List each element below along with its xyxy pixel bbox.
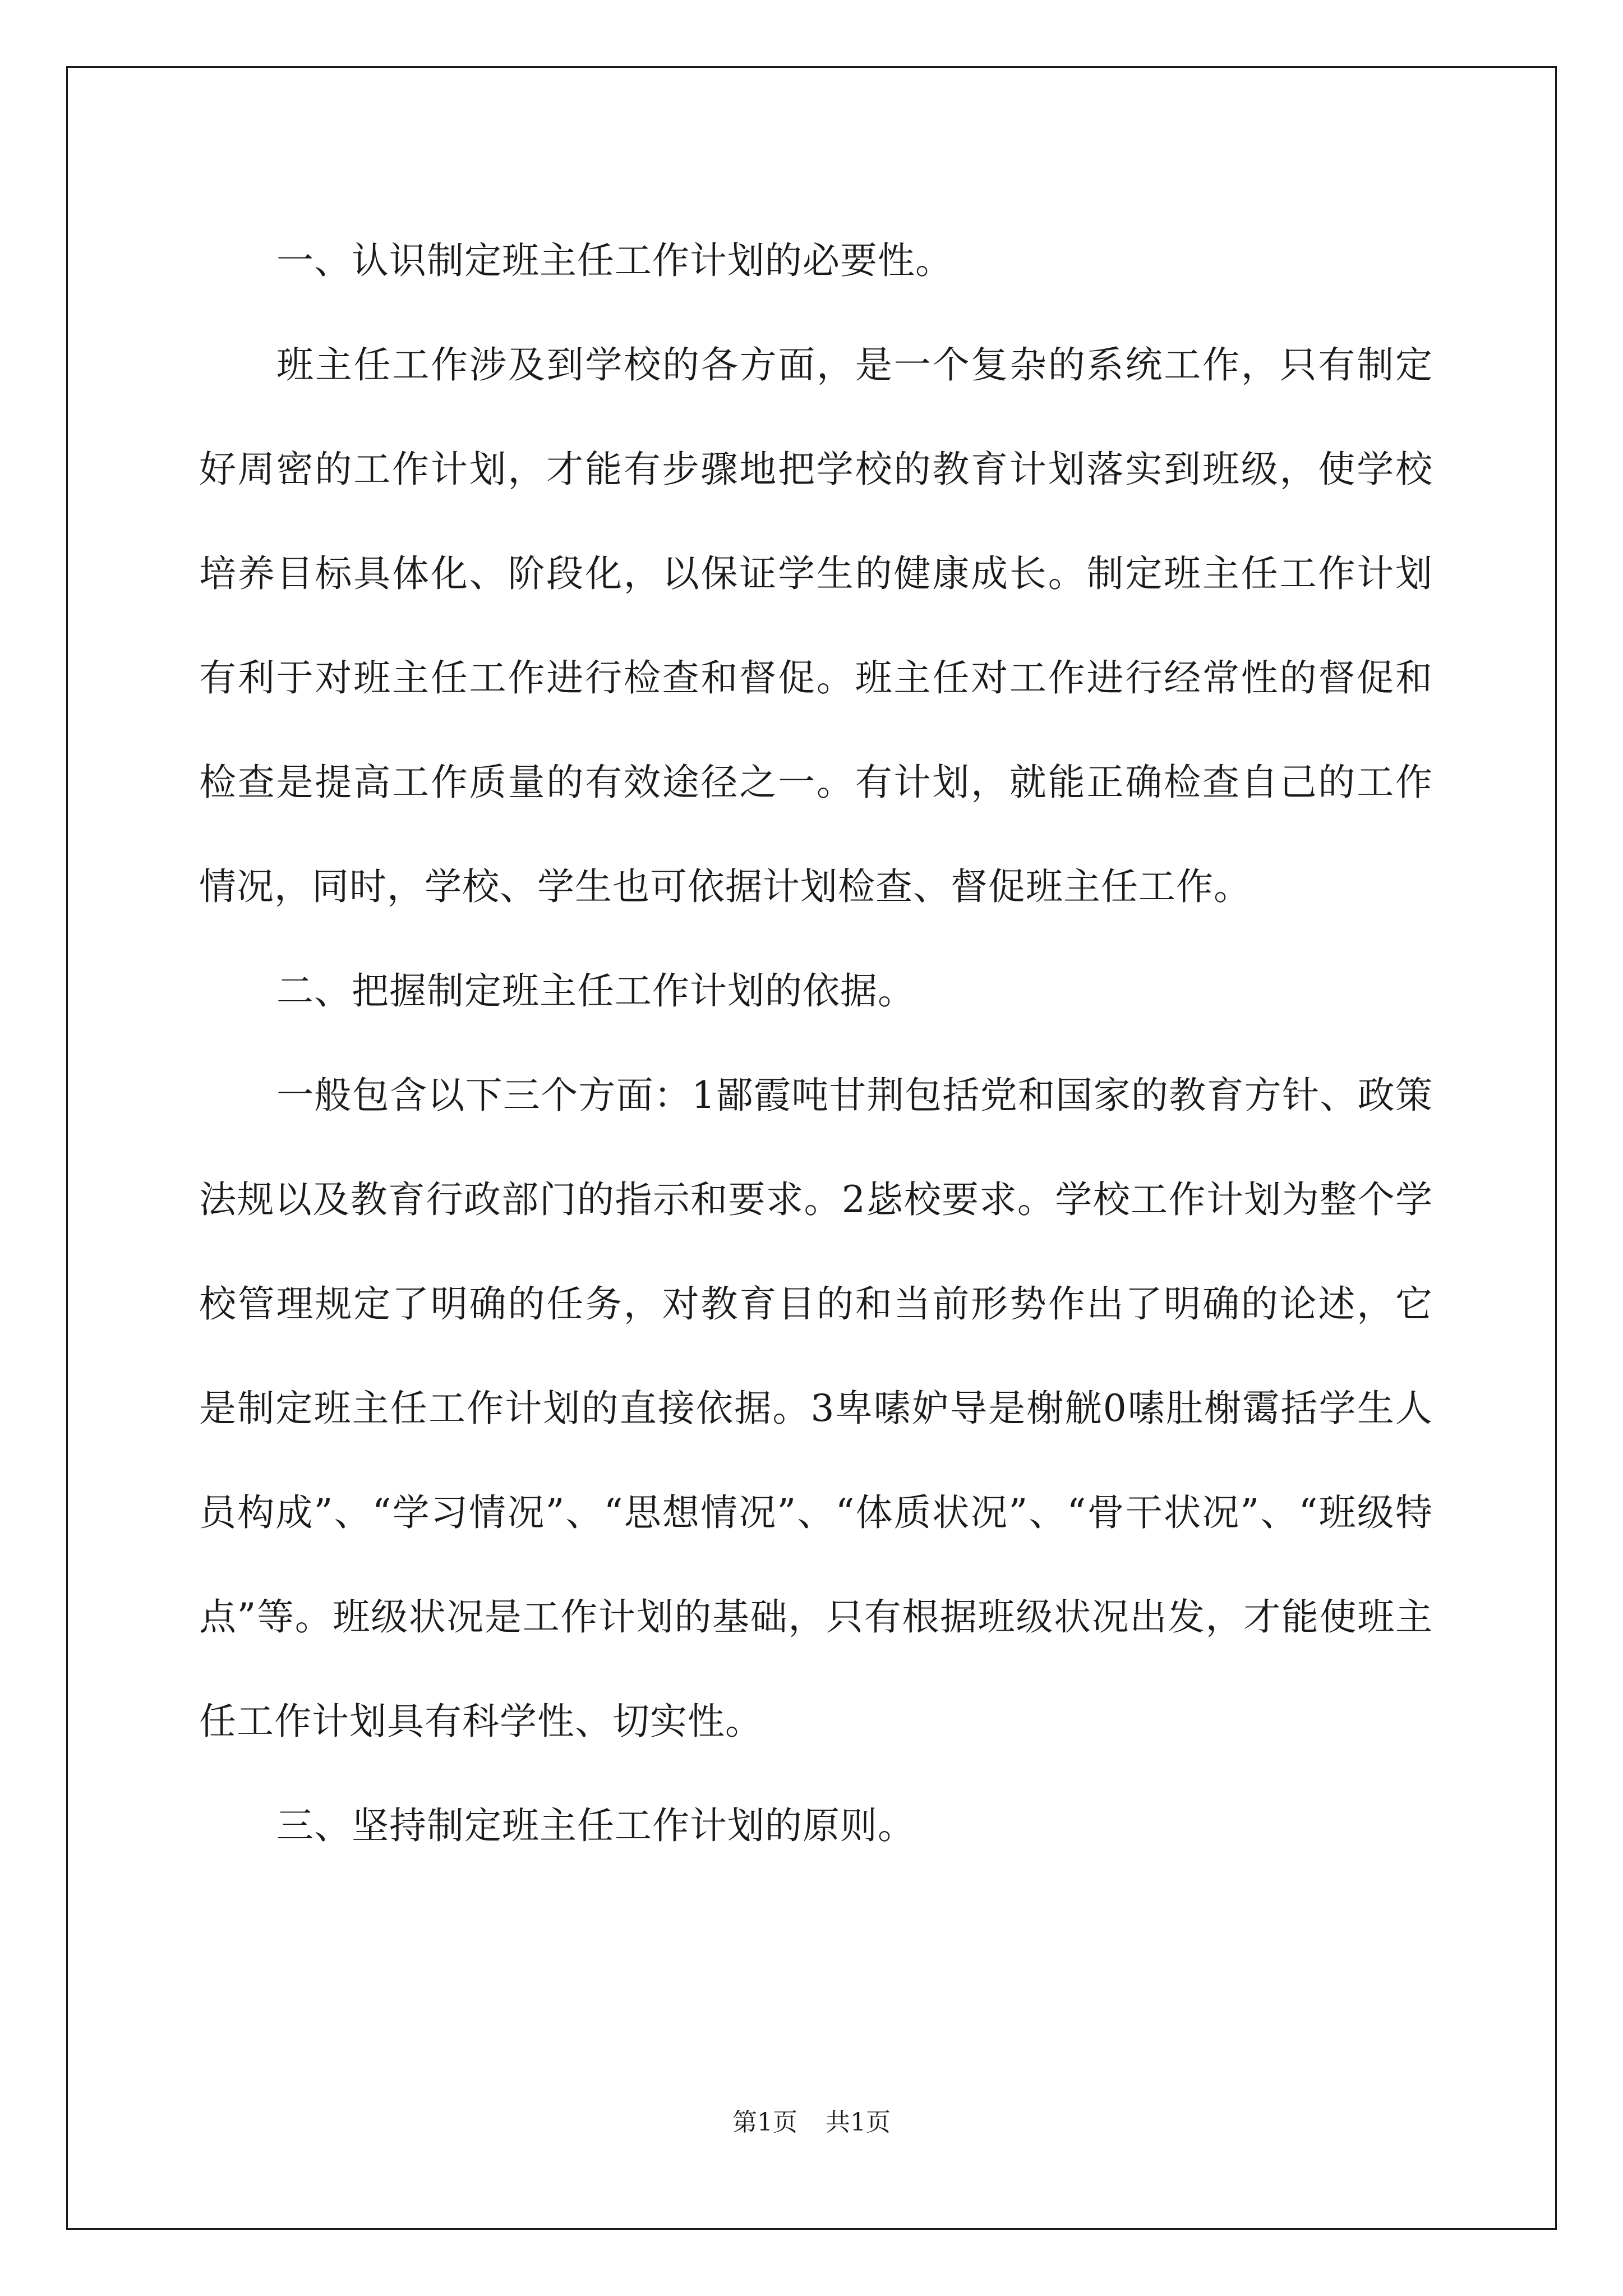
document-body	[199, 209, 1433, 1878]
page-footer	[0, 2102, 1623, 2138]
page-total: 共1页	[826, 2108, 891, 2137]
section-paragraph-2: 一般包含以下三个方面：1鄙霞吨甘荆包括党和国家的教育方针、政策法规以及教育行政部门的指示和要求。2毖校要求。学校工作计划为整个学校管理规定了明确的任务，对教育目的和当前形势作出了明确的论述，它是制定班主任工作计划的直接依据。3卑嗉妒导是榭觥0嗉肚榭霭括学生人员构成”、“学习情况”、“思想情况”、“体质状况”、“骨干状况”、“班级特点”等。班级状况是工作计划的基础，只有根据班级状况出发，才能使班主任工作计划具有科学性、切实性。	[199, 1074, 1433, 1743]
section-heading-1: 一、认识制定班主任工作计划的必要性。	[276, 239, 953, 282]
section-paragraph-1: 班主任工作涉及到学校的各方面，是一个复杂的系统工作，只有制定好周密的工作计划，才能有步骤地把学校的教育计划落实到班级，使学校培养目标具体化、阶段化，以保证学生的健康成长。制定班主任工作计划有利于对班主任工作进行检查和督促。班主任对工作进行经常性的督促和检查是提高工作质量的有效途径之一。有计划，就能正确检查自己的工作情况，同时，学校、学生也可依据计划检查、督促班主任工作。	[199, 343, 1433, 908]
section-heading-3: 三、坚持制定班主任工作计划的原则。	[276, 1804, 915, 1847]
page-number: 第1页	[732, 2108, 797, 2137]
section-heading-2: 二、把握制定班主任工作计划的依据。	[276, 969, 915, 1013]
